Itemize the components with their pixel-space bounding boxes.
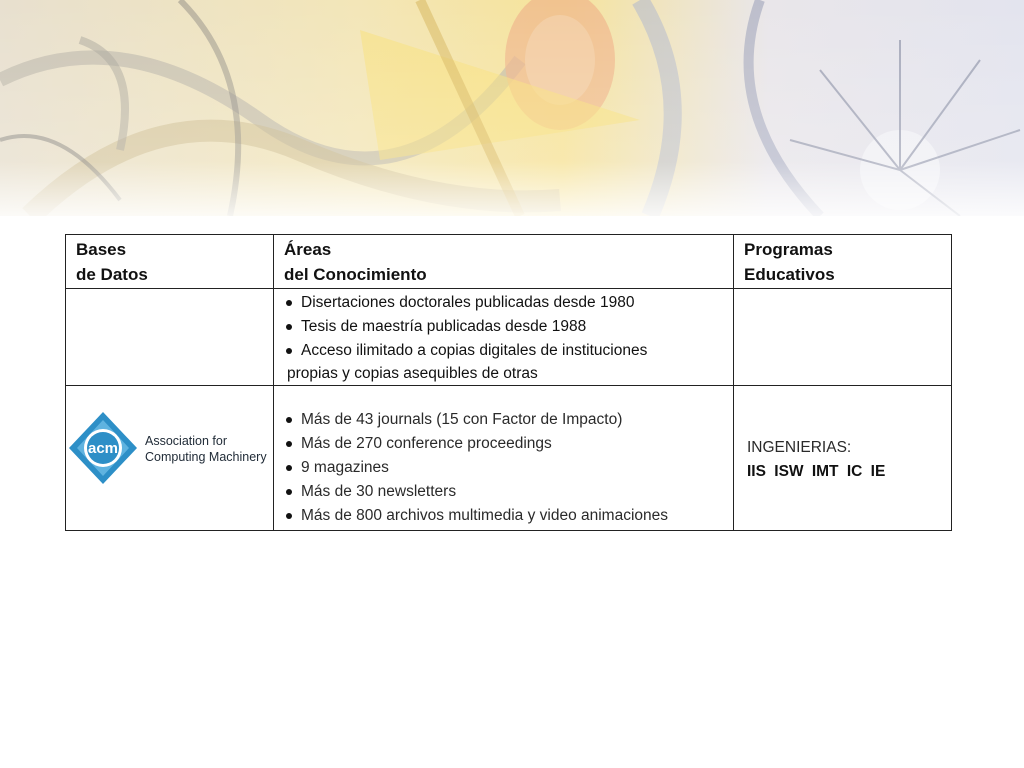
header-bases-de-datos <box>66 235 274 289</box>
header-programas-educativos <box>734 235 952 289</box>
header-line: Educativos <box>744 265 835 284</box>
programs-cell <box>734 386 952 531</box>
programs-title: INGENIERIAS: <box>747 439 852 456</box>
table-row <box>66 289 952 386</box>
list-item: Más de 43 journals (15 con Factor de Impacto) <box>286 408 733 432</box>
areas-list <box>274 289 733 363</box>
database-table-container <box>65 234 951 531</box>
header-line: Bases <box>76 240 127 259</box>
list-item: Más de 800 archivos multimedia y video animaciones <box>286 504 733 528</box>
database-cell <box>66 289 274 386</box>
abstract-mural-banner-icon <box>0 0 1024 216</box>
areas-cell <box>274 386 734 531</box>
database-cell <box>66 386 274 531</box>
header-line: Áreas <box>284 240 332 259</box>
acm-logo-mark: acm <box>87 440 119 457</box>
database-table <box>65 234 952 531</box>
acm-logo-line2: Computing Machinery <box>145 450 267 464</box>
list-item: 9 magazines <box>286 456 733 480</box>
list-item: Disertaciones doctorales publicadas desde 1980 <box>286 291 733 315</box>
areas-list <box>274 386 733 528</box>
header-banner-image <box>0 0 1024 216</box>
list-item: Acceso ilimitado a copias digitales de instituciones <box>286 339 733 363</box>
header-line: del Conocimiento <box>284 265 427 284</box>
header-areas-del-conocimiento <box>274 235 734 289</box>
list-item-continuation: propias y copias asequibles de otras <box>287 365 538 382</box>
table-row <box>66 386 952 531</box>
programs-codes: IIS ISW IMT IC IE <box>747 463 886 480</box>
list-item: Más de 30 newsletters <box>286 480 733 504</box>
acm-logo-icon <box>67 410 272 486</box>
table-header-row <box>66 235 952 289</box>
header-line: de Datos <box>76 265 148 284</box>
areas-cell <box>274 289 734 386</box>
header-line: Programas <box>744 240 833 259</box>
programs-cell <box>734 289 952 386</box>
acm-logo-line1: Association for <box>145 434 227 448</box>
list-item: Tesis de maestría publicadas desde 1988 <box>286 315 733 339</box>
list-item: Más de 270 conference proceedings <box>286 432 733 456</box>
programs-block <box>734 386 951 484</box>
